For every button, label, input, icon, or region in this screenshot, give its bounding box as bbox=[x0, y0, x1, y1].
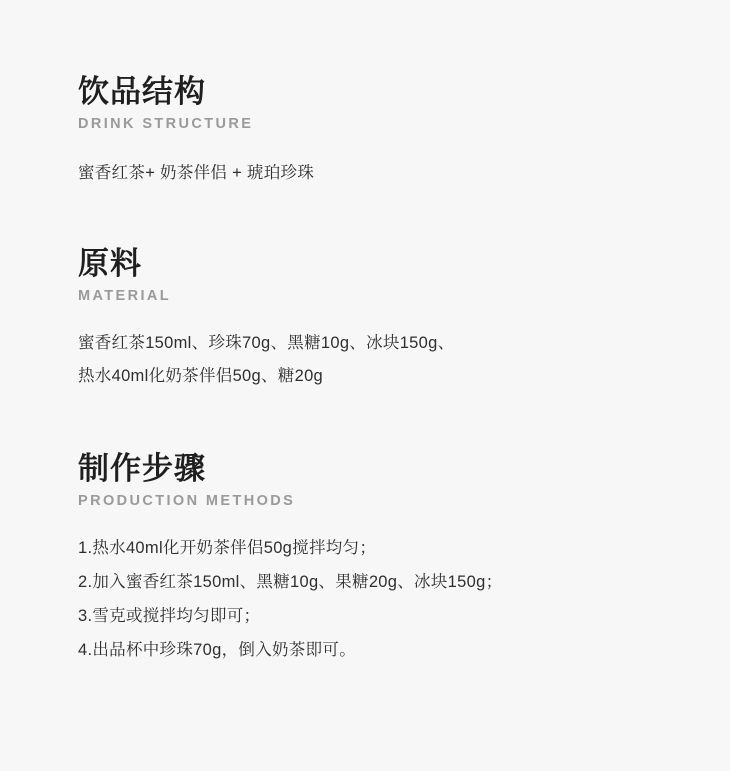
material-line-2: 热水40ml化奶茶伴侣50g、糖20g bbox=[78, 367, 324, 386]
list-item: 2.加入蜜香红茶150ml、黑糖10g、果糖20g、冰块150g； bbox=[78, 572, 503, 591]
material-text bbox=[78, 327, 670, 393]
section-title-en-structure: DRINK STRUCTURE bbox=[78, 115, 254, 132]
section-production-methods bbox=[78, 451, 670, 667]
material-line-1: 蜜香红茶150ml、珍珠70g、黑糖10g、冰块150g、 bbox=[78, 334, 455, 353]
list-item: 3.雪克或搅拌均匀即可； bbox=[78, 606, 261, 625]
section-title-cn-steps: 制作步骤 bbox=[78, 451, 206, 487]
section-title-cn-structure: 饮品结构 bbox=[78, 74, 206, 109]
list-item: 1.热水40ml化开奶茶伴侣50g搅拌均匀； bbox=[78, 539, 377, 558]
section-title-en-material: MATERIAL bbox=[78, 287, 172, 304]
drink-structure-text: 蜜香红茶+ 奶茶伴侣 + 琥珀珍珠 bbox=[78, 164, 315, 183]
section-title-en-steps: PRODUCTION METHODS bbox=[78, 492, 296, 509]
section-title-cn-material: 原料 bbox=[78, 246, 142, 282]
list-item: 4.出品杯中珍珠70g，倒入奶茶即可。 bbox=[78, 640, 356, 659]
section-drink-structure bbox=[78, 74, 670, 190]
section-material bbox=[78, 246, 670, 393]
production-steps-list bbox=[78, 532, 670, 667]
